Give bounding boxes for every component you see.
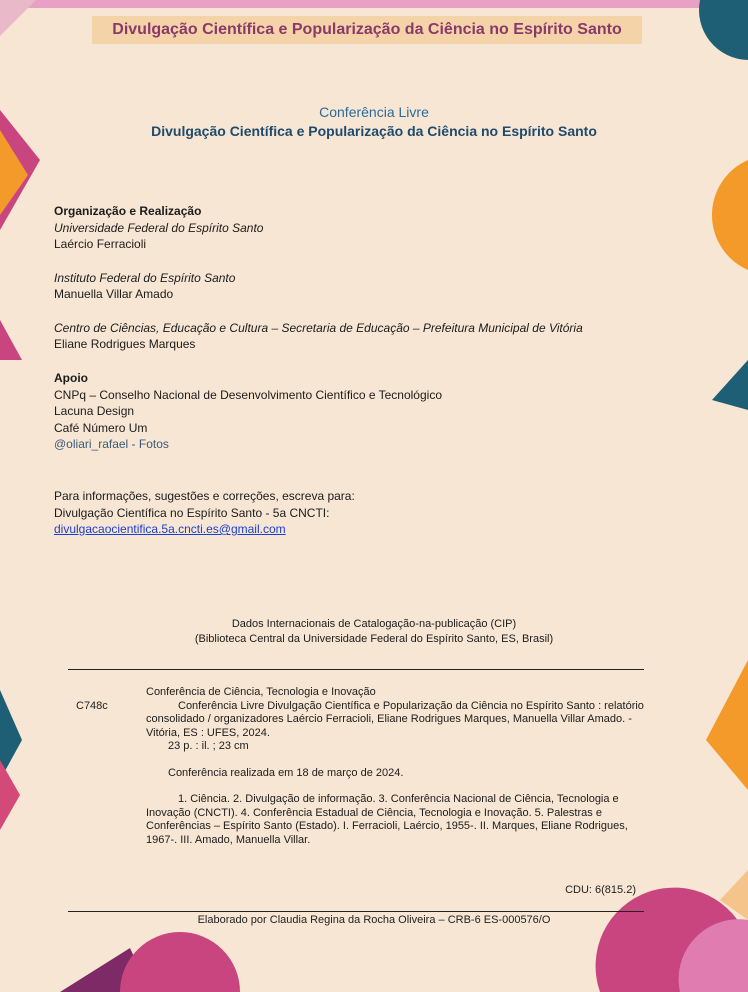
conference-subtitle: Conferência Livre [319, 104, 429, 120]
person-name: Eliane Rodrigues Marques [54, 337, 196, 351]
cip-title-statement: Conferência Livre Divulgação Científica e Popularização da Ciência no Espírito Santo : relatório consolidado / organizadores Laércio Ferracioli, Eliane Rodrigues Marques, Manuella Villar Amado. - Vitória, ES : UFES, 2024. [146, 699, 644, 739]
cip-heading-line: Dados Internacionais de Catalogação-na-publicação (CIP) [231, 618, 517, 630]
support-section [54, 370, 442, 453]
cip-code: C748c [76, 700, 108, 712]
cip-main-entry: Conferência de Ciência, Tecnologia e Inovação [146, 686, 376, 698]
contact-section [54, 488, 355, 538]
support-item: CNPq – Conselho Nacional de Desenvolvimento Científico e Tecnológico [54, 387, 442, 402]
cip-subjects: 1. Ciência. 2. Divulgação de informação. 3. Conferência Nacional de Ciência, Tecnologia e Inovação (CNCTI). 4. Conferência Estadual de Ciência, Tecnologia e Inovação. 5. Palestras e Conferências – Espírito Santo (Estado). I. Ferracioli, Laércio, 1955-. II. Marques, Eliane Rodrigues, 1967-. III. Amado, Manuella Villar. [146, 793, 628, 846]
cip-heading [0, 617, 748, 647]
support-item: @oliari_rafael - Fotos [54, 437, 169, 451]
cip-physical: 23 p. : il. ; 23 cm [168, 740, 249, 752]
institution-name: Centro de Ciências, Educação e Cultura – Secretaria de Educação – Prefeitura Municipal de Vitória [54, 320, 583, 335]
cip-heading-line: (Biblioteca Central da Universidade Federal do Espírito Santo, ES, Brasil) [194, 633, 554, 645]
contact-email-link[interactable]: divulgacaocientifica.5a.cncti.es@gmail.com [54, 522, 286, 536]
cip-note: Conferência realizada em 18 de março de 2024. [168, 766, 404, 779]
header-banner: Divulgação Científica e Popularização da Ciência no Espírito Santo [92, 16, 642, 44]
cip-record [146, 686, 646, 847]
support-item: Lacuna Design [54, 404, 135, 418]
contact-text: Divulgação Científica no Espírito Santo - 5a CNCTI: [54, 505, 330, 520]
support-item: Café Número Um [54, 420, 148, 435]
divider [68, 911, 644, 912]
person-name: Laércio Ferracioli [54, 237, 147, 251]
institution-name: Instituto Federal do Espírito Santo [54, 270, 236, 285]
organization-heading: Organização e Realização [54, 204, 202, 218]
contact-text: Para informações, sugestões e correções, escreva para: [54, 489, 355, 503]
cip-cdu: CDU: 6(815.2) [565, 884, 636, 896]
conference-title: Divulgação Científica e Popularização da Ciência no Espírito Santo [151, 123, 597, 139]
cip-footer: Elaborado por Claudia Regina da Rocha Oliveira – CRB-6 ES-000576/O [197, 914, 551, 926]
divider [68, 669, 644, 670]
support-heading: Apoio [54, 371, 88, 385]
person-name: Manuella Villar Amado [54, 287, 174, 301]
institution-name: Universidade Federal do Espírito Santo [54, 220, 264, 235]
organization-section [54, 203, 583, 353]
